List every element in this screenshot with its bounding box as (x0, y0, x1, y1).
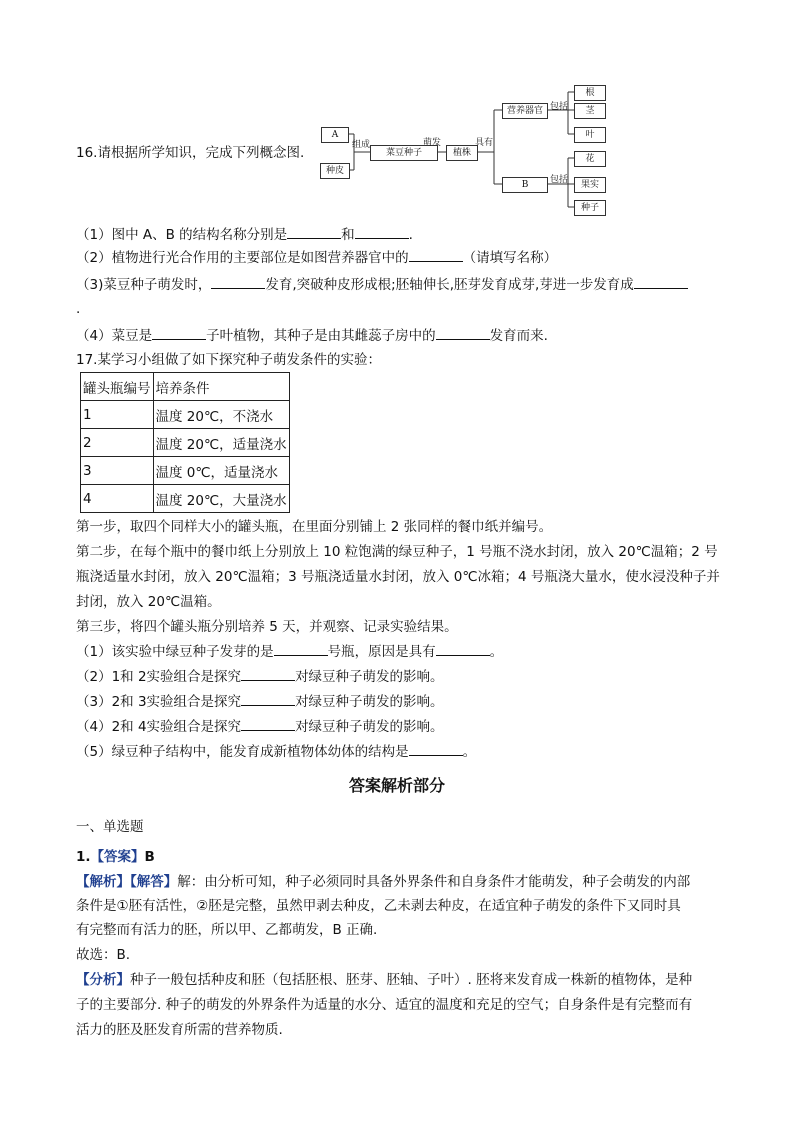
answer-blank[interactable] (211, 274, 265, 289)
concept-box-b: B (502, 177, 548, 193)
table-cell: 1 (81, 401, 154, 429)
table-row (81, 457, 290, 485)
conclusion: 故选：B. (76, 947, 131, 963)
q17-sub-4: （4）2和 4实验组合是探究 对绿豆种子萌发的影响。 (76, 716, 444, 738)
concept-box-plant: 植株 (446, 145, 478, 161)
explanation-line-3: 活力的胚及胚发育所需的营养物质. (76, 1022, 283, 1038)
table-row (81, 485, 290, 513)
answer-blank[interactable] (409, 741, 463, 756)
answer-blank[interactable] (436, 641, 490, 656)
table-row (81, 401, 290, 429)
answer-blank[interactable] (634, 274, 688, 289)
experiment-table (80, 372, 290, 513)
answer-blank[interactable] (274, 641, 328, 656)
table-header-cell: 培养条件 (153, 373, 289, 401)
analysis-line-2: 条件是①胚有活性，②胚是完整，虽然甲剥去种皮，乙未剥去种皮，在适宜种子萌发的条件下又同时具 (76, 898, 681, 914)
q17-step-2-line-3: 封闭，放入 20℃温箱。 (76, 594, 221, 610)
answer-blank[interactable] (436, 325, 490, 340)
table-cell: 温度 20℃，适量浇水 (153, 429, 289, 457)
answer-blank[interactable] (241, 716, 295, 731)
table-row (81, 429, 290, 457)
section-heading: 一、单选题 (76, 819, 144, 835)
concept-label-include-2: 包括 (550, 175, 569, 185)
answer-blank[interactable] (287, 224, 341, 239)
concept-box-seed-coat: 种皮 (320, 163, 350, 179)
table-cell: 3 (81, 457, 154, 485)
concept-label-germinate: 萌发 (423, 138, 442, 148)
q16-sub-4: （4）菜豆是 子叶植物，其种子是由其雌蕊子房中的 发育而来. (76, 325, 548, 347)
q17-step-3: 第三步，将四个罐头瓶分别培养 5 天，并观察、记录实验结果。 (76, 619, 458, 635)
explanation-line-1: 【分析】种子一般包括种皮和胚（包括胚根、胚芽、胚轴、子叶）. 胚将来发育成一株新的植物体，是种 (76, 972, 693, 988)
q17-step-2-line-1: 第二步，在每个瓶中的餐巾纸上分别放上 10 粒饱满的绿豆种子，1 号瓶不浇水封闭，放入 20℃温箱；2 号 (76, 544, 718, 560)
q17-sub-2: （2）1和 2实验组合是探究 对绿豆种子萌发的影响。 (76, 666, 444, 688)
q16-sub-3: （3)菜豆种子萌发时， 发育,突破种皮形成根;胚轴伸长,胚芽发育成芽,芽进一步发育成 (76, 274, 688, 296)
table-cell: 温度 0℃，适量浇水 (153, 457, 289, 485)
concept-label-compose: 组成 (352, 140, 371, 150)
answer-1: 1.【答案】B (76, 849, 155, 865)
concept-box-seed-2: 种子 (574, 200, 606, 216)
q16-sub-3-dot: . (76, 301, 81, 317)
table-cell: 4 (81, 485, 154, 513)
table-cell: 温度 20℃，不浇水 (153, 401, 289, 429)
explanation-line-2: 子的主要部分. 种子的萌发的外界条件为适量的水分、适宜的温度和充足的空气；自身条件是有完整而有 (76, 997, 693, 1013)
q16-sub-1: （1）图中 A、B 的结构名称分别是 和 . (76, 224, 413, 246)
concept-box-vegetative: 营养器官 (502, 103, 548, 119)
q17-step-2-line-2: 瓶浇适量水封闭，放入 20℃温箱；3 号瓶浇适量水封闭，放入 0℃冰箱；4 号瓶浇大量水，使水浸没种子并 (76, 569, 720, 585)
concept-box-stem: 茎 (574, 103, 606, 119)
table-header-row (81, 373, 290, 401)
table-cell: 温度 20℃，大量浇水 (153, 485, 289, 513)
concept-box-leaf: 叶 (574, 127, 606, 143)
q16-prompt: 16.请根据所学知识，完成下列概念图. (76, 145, 305, 161)
concept-box-seed: 菜豆种子 (370, 145, 438, 161)
answer-blank[interactable] (152, 325, 206, 340)
q17-step-1: 第一步，取四个同样大小的罐头瓶，在里面分别铺上 2 张同样的餐巾纸并编号。 (76, 519, 553, 535)
q17-sub-5: （5）绿豆种子结构中，能发育成新植物体幼体的结构是 。 (76, 741, 476, 763)
concept-label-have: 具有 (475, 138, 494, 148)
table-header-cell: 罐头瓶编号 (81, 373, 154, 401)
answers-title: 答案解析部分 (348, 776, 445, 795)
concept-box-fruit: 果实 (574, 177, 606, 193)
answer-blank[interactable] (409, 247, 463, 262)
q17-sub-3: （3）2和 3实验组合是探究 对绿豆种子萌发的影响。 (76, 691, 444, 713)
answer-blank[interactable] (241, 691, 295, 706)
q17-sub-1: （1）该实验中绿豆种子发芽的是 号瓶，原因是具有 。 (76, 641, 503, 663)
q17-prompt: 17.某学习小组做了如下探究种子萌发条件的实验： (76, 352, 381, 368)
q16-sub-2: （2）植物进行光合作用的主要部位是如图营养器官中的 （请填写名称） (76, 247, 557, 269)
analysis-line-3: 有完整而有活力的胚，所以甲、乙都萌发，B 正确. (76, 922, 378, 938)
table-cell: 2 (81, 429, 154, 457)
concept-label-include-1: 包括 (550, 102, 569, 112)
answer-blank[interactable] (241, 666, 295, 681)
concept-box-flower: 花 (574, 151, 606, 167)
concept-box-a: A (321, 127, 349, 143)
concept-box-root: 根 (574, 85, 606, 101)
answer-blank[interactable] (355, 224, 409, 239)
analysis-line-1: 【解析】【解答】解：由分析可知，种子必须同时具备外界条件和自身条件才能萌发，种子会萌发的内部 (76, 874, 691, 890)
